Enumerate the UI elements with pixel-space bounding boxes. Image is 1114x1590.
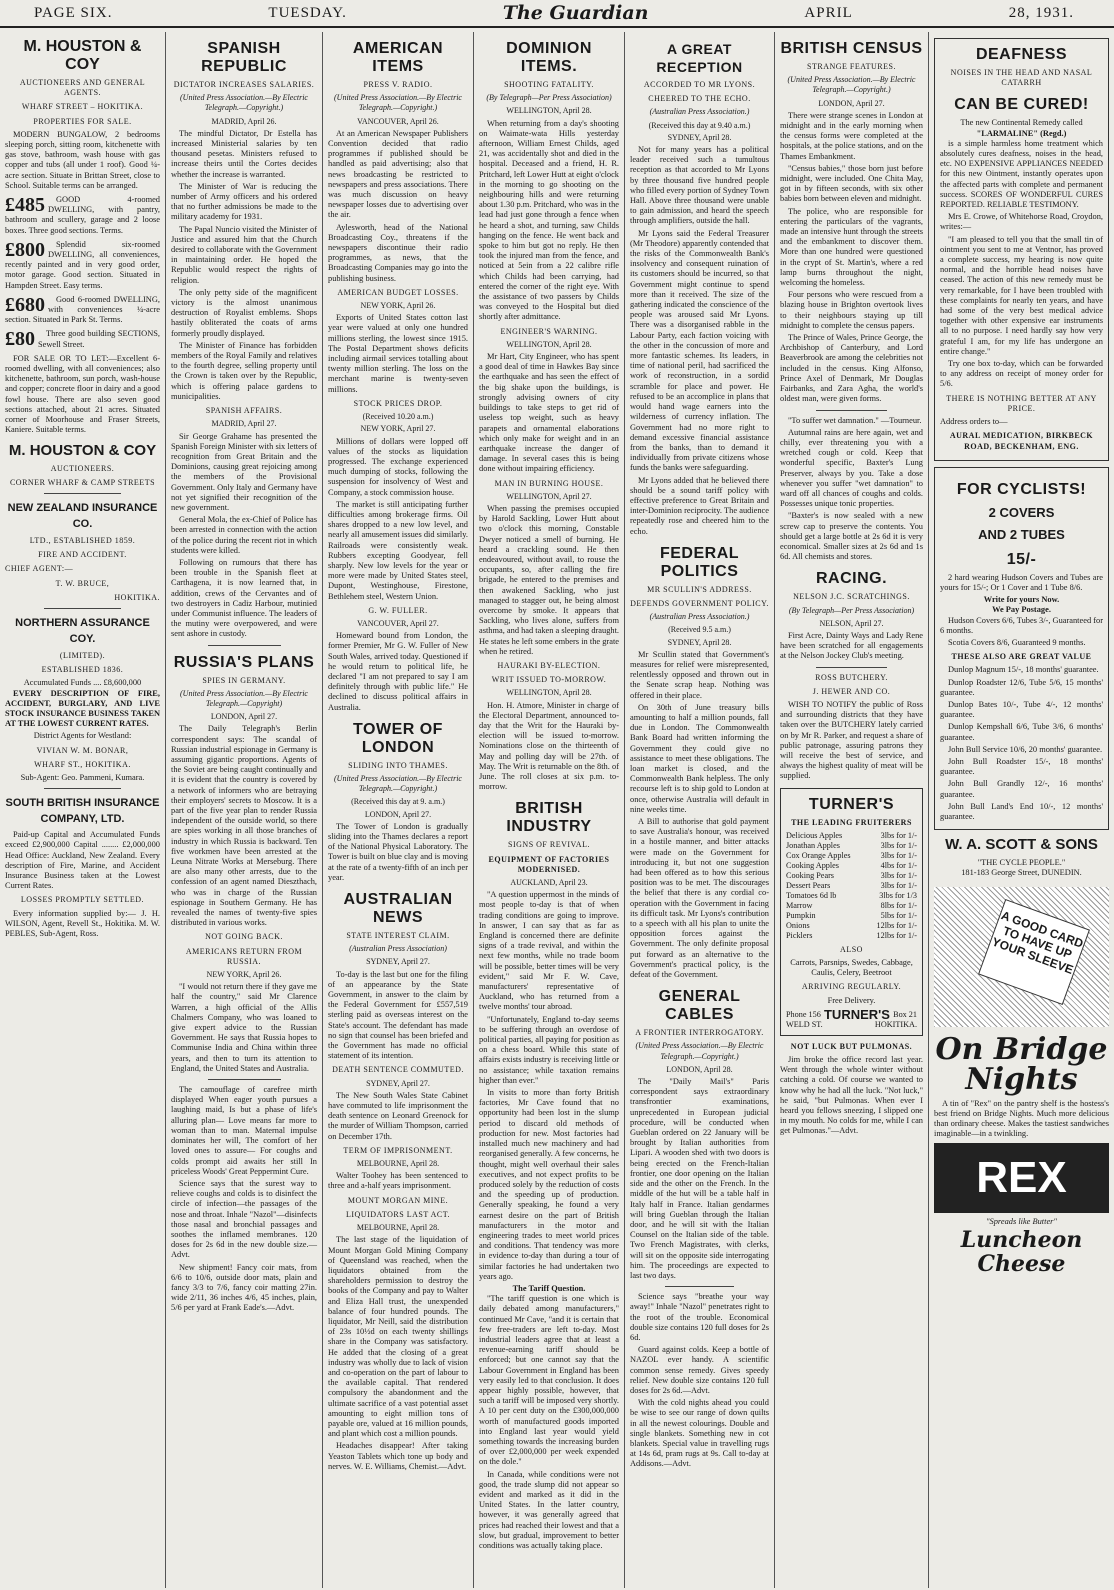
fruit-price: 12lbs for 1/- bbox=[876, 930, 917, 940]
fruit-name: Cooking Apples bbox=[786, 860, 839, 870]
subhead: STOCK PRICES DROP. bbox=[353, 398, 443, 408]
fruit-name: Onions bbox=[786, 920, 810, 930]
subhead: TERM OF IMPRISONMENT. bbox=[343, 1145, 453, 1155]
fruit-name: Dessert Pears bbox=[786, 880, 831, 890]
article-paragraph: On 30th of June treasury bills amounting to half a million pounds, fall due in London. The Commonwealth Bank Board had written informing the Government they could give no assistance to meet these obligations. The loan market is closed, and the Commonwealth Bank helpless. The only recourse left is to ship gold to London at once, otherwise Australia will default in nine weeks time. bbox=[630, 702, 769, 814]
fruit-row bbox=[786, 931, 917, 941]
property-ad-3: £680 Good 6-roomed DWELLING, with conveniences ¼-acre section. Situated in Park St. Terms. bbox=[5, 293, 160, 325]
subhead: G. W. FULLER. bbox=[368, 605, 428, 615]
article-paragraph: Aylesworth, head of the National Broadcasting Coy., threatens if the newspapers discontinue their radio programmes, as news, that the Broadcasting Companies may go into the publishing business. bbox=[328, 222, 468, 283]
northern-desc: EVERY DESCRIPTION OF FIRE, ACCIDENT, BURGLARY, AND LIVE STOCK INSURANCE BUSINESS TAKEN AT THE LOWEST CURRENT RATES. bbox=[5, 688, 160, 729]
ross-butchery: ROSS BUTCHERY. bbox=[815, 672, 888, 682]
dateline: NELSON, April 27. bbox=[819, 618, 884, 628]
credit: (United Press Association.—By Electric Telegraph.—Copyright.) bbox=[180, 93, 308, 113]
article-paragraph: The market is still anticipating further difficulties among brokerage firms. Oil shares dropped to a new low level, and nearly all amusement issues did similarly. Railroads were consistently weak. Rubbers excepting Goodyear, fell sharply. New low levels for the year or more were made by United States steel, Dupont, Westinghouse, Firestone, Bethlehem steel, Western Union. bbox=[328, 499, 468, 601]
column-2 bbox=[165, 32, 322, 1588]
fruit-price: 5lbs for 1/- bbox=[880, 910, 917, 920]
can-be-cured: CAN BE CURED! bbox=[954, 96, 1089, 114]
property-ad-4: £80 Three good building SECTIONS, Sewell Street. bbox=[5, 328, 160, 351]
article-paragraph: The mindful Dictator, Dr Estella has increased Ministerial salaries by ten thousand pesetas. Ministers refused to increase theirs until the Cortes decides whether the increase is warranted. bbox=[171, 128, 317, 179]
subhead: SPIES IN GERMANY. bbox=[202, 675, 286, 685]
credit: (Australian Press Association.) bbox=[649, 612, 750, 622]
larmaline: "LARMALINE" (Regd.) bbox=[976, 128, 1067, 138]
phone: Phone 156 bbox=[786, 1009, 821, 1019]
fruit-name: Marrow bbox=[786, 900, 813, 910]
arriving-regularly: ARRIVING REGULARLY. bbox=[801, 982, 902, 992]
subhead: AMERICAN BUDGET LOSSES. bbox=[337, 287, 459, 297]
also-label: ALSO bbox=[840, 944, 863, 954]
article-paragraph: The "Daily Mail's" Paris correspondent says extraordinary transfrontier examinations, unprecedented in European judicial procedure, will be conducted when Gueblan ordered on 22 January will be brought by Italian authorities from Lipari. A wooden shed with two doors is being erected on the French-Italian frontier, one door opening on the Italian side and the other on the French. In the middle of the hut will be a table half in Italy half in France. Italian gendarmes will bring Gueblan through the Italian door, and he will sit with the Italian Counsel on the Italian side of the table. Two French Magistrates, with clerks, will sit on the opposite side interrogating him. The proceedings are expected to last two days. bbox=[630, 1077, 769, 1280]
article-paragraph: At an American Newspaper Publishers Convention decided that radio programmes if published should be handled as paid advertising; also that news broadcasting be restricted to newspapers and press associations. There was much discussion on heavy newspaper losses due to advertising over the air. bbox=[328, 128, 468, 220]
article-paragraph: Mr Lyons said the Federal Treasurer (Mr Theodore) apparently contended that the risks of the Commonwealth Bank's insolvency and consequent ruination of its customers should be incurred, so that Government might continue to spend more than it received. The size of the gathering indicated the conscience of the people was aroused said Mr Lyons. There was a disorganised rabble in the Labour Party, each faction voicing with the other in the concussion of more and more fantastic schemes. Its leaders, in time of national peril, had sacrificed the work of reconstruction, in a sordid scramble for place and power. He refused to be an accomplice in plans that would hand wage earners into the wilderness of currency inflation. The Government had no more right to demand excessive financial assistance from the banks, than to demand it individually from private citizens whose funds the banks were safeguarding. bbox=[630, 228, 769, 473]
dateline: AUCKLAND, April 23. bbox=[510, 878, 588, 888]
tyre-item: Dunlop Magnum 15/-, 18 months' guarantee. bbox=[948, 665, 1099, 675]
article-paragraph: A Bill to authorise that gold payment to save Australia's honour, was received in a hostile manner, and bitter attacks were made on the Government for introducing it, but not one suggestion had been offered as to how this serious position was to be met. The discourages the belief that there is any cordial co-operation with the Government in facing its difficult task. Mr Lyons's contribution to a speech with all his plan to unite the opposition forces against the Government. The only definite proposal put forward as an alternative to the Government's practical policy, is the defeat of the Government. bbox=[630, 817, 769, 980]
header-day: TUESDAY. bbox=[268, 4, 347, 21]
article-paragraph: Millions of dollars were lopped off values of the stocks as liquidation progressed. The exchange experienced much dumping of stocks, following the suspension for insolvency of West and Company, a stock commission house. bbox=[328, 436, 468, 497]
chief-agent-name: T. W. BRUCE, bbox=[55, 578, 110, 588]
subhead: HAURAKI BY-ELECTION. bbox=[497, 660, 601, 670]
article-paragraph: is a simple harmless home treatment which absolutely cures deafness, noises in the head, etc. NO EXPENSIVE APPLIANCES NEEDED for this new Ointment, instantly operates upon the affected parts with complete and permanent success. SCORES OF WONDERFUL CURES REPORTED. RELIABLE TESTIMONY. bbox=[940, 138, 1103, 210]
fruit-name: Delicious Apples bbox=[786, 830, 843, 840]
property-ad-2: £800 Splendid six-roomed DWELLING, all conveniences, recently painted and in very good order, motor garage. Good section. Situated in Hampden Street. Easy terms. bbox=[5, 238, 160, 290]
fruit-name: Jonathan Apples bbox=[786, 840, 840, 850]
district-agents: District Agents for Westland: bbox=[33, 731, 132, 741]
vegetables: Carrots, Parsnips, Swedes, Cabbage, Caulis, Celery, Beetroot bbox=[790, 958, 913, 978]
article-paragraph: The Papal Nuncio visited the Minister of Justice and assured him that the Church desired to collaborate with the Government in maintaining order. He hoped the Republic would respect the rights of religion. bbox=[171, 224, 317, 285]
fruit-name: Pumpkin bbox=[786, 910, 816, 920]
address-orders: Address orders to— bbox=[940, 417, 1008, 427]
houston-subtitle: AUCTIONEERS AND GENERAL AGENTS. bbox=[19, 78, 146, 98]
nazol-advert-2: Guard against colds. Keep a bottle of NAZOL ever handy. A scientific common sense remedy. Gives speedy relief. New double size contains 120 full doses for 2s 6d.—Advt. bbox=[630, 1345, 769, 1395]
dateline: MADRID, April 26. bbox=[211, 116, 277, 126]
column-1 bbox=[0, 32, 165, 1588]
dateline: MELBOURNE, April 28. bbox=[356, 1159, 440, 1169]
fruit-price: 3lbs for 1/- bbox=[880, 870, 917, 880]
article-paragraph: The Daily Telegraph's Berlin correspondent says: The scandal of Russian industrial espionage in Germany is assuming gigantic proportions. Agents of the Soviet are being caught continually and it is evident that the country is covered by a network of informers who are betraying their employers' secrets to Moscow. It is a part of the five year plan to render Russia independent of the outside world, so there are spies working in all those branches of industry in which Russia is backward. Ten five workmen have been arrested at the Leuna Nitrate Works at Merseburg. There are also many other arrests, due to the confession of an agent named Dieszthach, who was in charge of the Russian espionage in Southern Germany. He has revealed the names of twenty-five spies distributed in various works. bbox=[171, 724, 317, 928]
article-paragraph: "I am pleased to tell you that the small tin of ointment you sent to me at Ventnor, has proved a complete success, my hearing is now quite normal, and the horrible head noises have ceased. The action of this new remedy must be very remarkable, for I have been troubled with these complaints for nearly ten years, and have had some of the very best medical advice together with other expensive ear instruments all to no purpose. I need hardly say how very grateful I am, for my life has undergone an entire change." bbox=[940, 234, 1103, 356]
article-paragraph: "I would not return there if they gave me half the country," said Mr Clarence Warren, a high official of the Allis Chalmers Company, who was loaned to give expert advice to the Russian Government. He says that Russia hopes to Communise India and China within three years, and then to turn its attention to England, the United States and Australia. bbox=[171, 982, 317, 1073]
dateline: WELLINGTON, April 28. bbox=[506, 688, 592, 698]
article-paragraph: The Prince of Wales, Prince George, the Archbishop of Canterbury, and Lord Beaverbrook are among the celebrities not included in the census. King Alfonso, Prince Axel of Denmark, Mr Douglas Fairbanks, and Zara Agha, the world's oldest man, were given forms. bbox=[780, 333, 923, 404]
for-sale-ad: FOR SALE OR TO LET:—Excellent 6-roomed dwelling, with all conveniences; also kitchenette, bathroom, sun porch, wash-house and copper; concrete floor in dairy and a good fowl house. There are also seven good sections attached, about 21 acres. Situated corner of Moorhouse and Fraser Streets, Kaniere. Suitable terms. bbox=[5, 353, 160, 435]
divider bbox=[816, 410, 888, 411]
fruit-row bbox=[786, 891, 917, 901]
property-ad-1: £485 GOOD 4-roomed DWELLING, with pantry, bathroom and scullery, garage and 2 loose boxes. Three good sections. Terms. bbox=[5, 194, 160, 235]
article-paragraph: Mr Scullin stated that Government's measures for relief were misrepresented, relentlessly opposed and thrown out in the Senate scrap heap. Nothing was offered in their place. bbox=[630, 649, 769, 700]
russias-plans-heading: RUSSIA'S PLANS bbox=[173, 653, 315, 671]
article-paragraph: Sir George Grahame has presented the Spanish Foreign Minister with six letters of recognition from Great Britain and the Dominions, causing great rejoicing among the members of the Provisional Government. Only Italy and Germany have not yet signified their recognition of the new government. bbox=[171, 431, 317, 512]
dateline: LONDON, April 27. bbox=[818, 98, 885, 108]
agent-address: WHARF ST., HOKITIKA. bbox=[34, 759, 131, 769]
chief-agent-label: CHIEF AGENT:— bbox=[5, 564, 74, 574]
column-5 bbox=[624, 32, 774, 1588]
divider bbox=[208, 1079, 281, 1080]
page-number: PAGE SIX. bbox=[34, 4, 113, 21]
credit: (By Telegraph—Per Press Association) bbox=[788, 605, 915, 615]
properties-heading: PROPERTIES FOR SALE. bbox=[33, 116, 132, 126]
spanish-republic-heading: SPANISH REPUBLIC bbox=[201, 40, 287, 75]
article-paragraph: Following on rumours that there has been trouble in the Spanish fleet at Carthagena, it is now learned that, in addition, crews of the Cervantes and of two destroyers in Cadiz Harbour, mutinied under Communist influence. The leaders of the mutiny were overpowered, and were sent ashore in custody. bbox=[171, 557, 317, 639]
article-paragraph: The last stage of the liquidation of Mount Morgan Gold Mining Company of Queensland was reached, when the liquidators obtained from the shareholders permission to destroy the books of the Company and pay to Walter and Eliza Hall trust, the unexpended balance of four hundred pounds. The liquidator, Mr Neill, said the distribution of 23s 10½d on each twenty shillings share in the Company was satisfactory. He added that the closing of a great industry was wholly due to lack of vision and co-operation on the part of labour to the available capital. That rendered compulsory the abandonment and the ultimate sacrifice of a vast potential asset amounting to eight million tons of payable ore, valued at 16 million pounds, and plant which cost a million pounds. bbox=[328, 1235, 468, 1439]
nazol-advert: Science says that the surest way to relieve coughs and colds is to disinfect the circle of infection—the passages of the nose and throat. Inhale "Nazol"—disinfects those nasal and bronchial passages and soothes the inflamed membranes. 120 doses for 2s 6d in the new double size.—Advt. bbox=[171, 1178, 317, 1260]
cycle-people: "THE CYCLE PEOPLE." bbox=[977, 858, 1066, 868]
houston-heading-2: M. HOUSTON & COY bbox=[8, 441, 157, 459]
credit: (United Press Association.—By Electric Telegraph.—Copyright.) bbox=[334, 773, 462, 794]
subhead: A FRONTIER INTERROGATORY. bbox=[635, 1028, 764, 1038]
subhead: EQUIPMENT OF FACTORIES MODERNISED. bbox=[488, 854, 610, 874]
nz-insurance-fire: FIRE AND ACCIDENT. bbox=[38, 550, 127, 560]
tyre-item: John Bull Roadster 15/-, 18 months' guarantee. bbox=[940, 756, 1103, 777]
fruit-name: Tomatoes 6d lb bbox=[786, 890, 837, 900]
scott-address: 181-183 George Street, DUNEDIN. bbox=[961, 868, 1082, 878]
article-paragraph: In Canada, while conditions were not good, the trade slump did not appear so evident and marked as it did in the United States. In the latter country, however, it was generally agreed that prices had reached their lowest and that a slow, but gradual, improvement to better conditions was actually taking place. bbox=[479, 1469, 619, 1551]
fruit-price-list bbox=[786, 831, 917, 941]
fruit-row bbox=[786, 921, 917, 931]
article-paragraph: Try one box to-day, which can be forwarded to any address on receipt of money order for 5/6. bbox=[940, 359, 1103, 389]
page-header bbox=[0, 0, 1114, 28]
dateline: LONDON, April 28. bbox=[666, 1064, 733, 1074]
article-paragraph: Four persons who were rescued from a blazing house in Brighton overtook lives to their neighbours staying up till midnight to complete the census papers. bbox=[780, 290, 923, 330]
fruit-row bbox=[786, 901, 917, 911]
losses-settled: LOSSES PROMPTLY SETTLED. bbox=[20, 895, 145, 905]
houston-auctioneers: AUCTIONEERS. bbox=[50, 463, 115, 473]
fruit-row bbox=[786, 851, 917, 861]
divider bbox=[44, 493, 122, 494]
fruit-price: 3lbs for 1/- bbox=[880, 840, 917, 850]
nazol-advert: Science says "breathe your way away!" Inhale "Nazol" penetrates right to the root of the trouble. Economical double size contains 120 full doses for 2s 6d. bbox=[630, 1292, 769, 1342]
tyre-item: John Bull Grandly 12/-, 16 months' guarantee. bbox=[940, 779, 1103, 799]
hudson-covers: Hudson Covers 6/6, Tubes 3/-, Guaranteed for 6 months. bbox=[940, 615, 1103, 635]
fruit-name: Cox Orange Apples bbox=[786, 850, 851, 860]
subhead: STRANGE FEATURES. bbox=[807, 62, 896, 71]
masthead: The Guardian bbox=[502, 2, 649, 24]
scott-and-sons: W. A. SCOTT & SONS bbox=[945, 836, 1098, 854]
subhead: MAN IN BURNING HOUSE. bbox=[494, 478, 604, 488]
dateline: MADRID, April 27. bbox=[211, 419, 277, 429]
australian-news-heading: AUSTRALIAN NEWS bbox=[343, 891, 453, 927]
credit: (Australian Press Association) bbox=[349, 944, 447, 954]
credit: (United Press Association.—By Electric Telegraph.—Copyright.) bbox=[635, 1041, 764, 1061]
divider bbox=[44, 788, 122, 789]
subhead: SLIDING INTO THAMES. bbox=[348, 760, 448, 770]
south-british-desc: Paid-up Capital and Accumulated Funds exceed £2,900,000 Capital ........ £2,000,000 Head Office: Auckland, New Zealand. Every description of Fire, Marine, and Accident Insurance Business taken at the Lowest Current Rates. bbox=[5, 830, 160, 891]
subhead: MOUNT MORGAN MINE. bbox=[347, 1195, 449, 1205]
credit: (Australian Press Association.) bbox=[649, 107, 750, 117]
houston-address: WHARF STREET – HOKITIKA. bbox=[21, 102, 144, 112]
subhead: AMERICANS RETURN FROM RUSSIA. bbox=[185, 946, 303, 966]
article-paragraph: Mr Lyons added that he believed there should be a sound tariff policy with effective preference to Great Britain and inter-Dominion reciprocity. The audience repeatedly rose and cheered him to the echo. bbox=[630, 475, 769, 536]
dateline: SYDNEY, April 28. bbox=[667, 132, 732, 142]
northern-limited: (LIMITED). bbox=[59, 650, 106, 660]
divider bbox=[44, 608, 122, 609]
fruit-price: 3lbs for 1/- bbox=[880, 830, 917, 840]
houston-heading: M. HOUSTON & COY bbox=[23, 38, 142, 73]
article-paragraph: General Mola, the ex-Chief of Police has been arrested in connection with the action of the police during the recent riot in which students were killed. bbox=[171, 515, 317, 555]
article-paragraph: Not for many years has a political leader received such a tumultous reception as that accorded to Mr Lyons by three thousand five hundred people who filled every portion of Sydney Town Hall. Above three thousand were unable to gain admission, and heard the speech through amplifiers, outside the hall. bbox=[630, 145, 769, 226]
fruit-price: 4lbs for 1/- bbox=[880, 860, 917, 870]
sub-agent: Sub-Agent: Geo. Pammeni, Kumara. bbox=[20, 772, 145, 782]
tyre-item: Dunlop Kempshall 6/6, Tube 3/6, 6 months' guarantee. bbox=[940, 722, 1103, 742]
spreads-like-butter: "Spreads like Butter" bbox=[986, 1217, 1057, 1227]
credit: (United Press Association.—By Electric Telegraph.—Copyright.) bbox=[334, 93, 462, 113]
dateline: LONDON, April 27. bbox=[364, 809, 432, 819]
article-paragraph: The New South Wales State Cabinet have commuted to life imprisonment the death sentence on Leonard Greenock for the murder of William Thompson, carried on December 17th. bbox=[328, 1090, 468, 1141]
subhead: CHEERED TO THE ECHO. bbox=[648, 94, 751, 104]
article-paragraph: The Minister of War is reducing the number of Army officers and his ordered that no further admissions be made to the military academy for 1931. bbox=[171, 181, 317, 222]
tyre-item: John Bull Land's End 10/-, 12 months' guarantee. bbox=[940, 801, 1103, 821]
subhead: NOT GOING BACK. bbox=[205, 932, 283, 942]
fruit-price: 3lbs for 1/- bbox=[880, 850, 917, 860]
fruit-row bbox=[786, 841, 917, 851]
bungalow-ad: MODERN BUNGALOW, 2 bedrooms sleeping porch, sitting room, kitchenette with gas stove, bathroom, wash house with gas copper and tubs (all under 1 roof). Good ¼-acre section. Situate in Brittan Street, close to School. Suitable terms can be arranged. bbox=[5, 129, 160, 190]
deafness-heading: DEAFNESS bbox=[975, 46, 1068, 63]
dateline: WELLINGTON, April 28. bbox=[506, 106, 592, 116]
received-line: (Received 9.5 a.m.) bbox=[668, 625, 731, 635]
subhead: SIGNS OF REVIVAL. bbox=[508, 840, 590, 850]
yeaston-advert: Headaches disappear! After taking Yeaston Tablets which tone up body and nerves. W. E. Williams, Chemist.—Advt. bbox=[328, 1441, 468, 1471]
article-paragraph: To-day is the last but one for the filing of an appearance by the State Government, in answer to the claim by the Federal Government for £557,519 sterling paid as overseas interest on the State's account. The defendant has made no sign that counsel has been briefed and the Government has made no official statement of its intention. bbox=[328, 969, 468, 1061]
subhead: WRIT ISSUED TO-MORROW. bbox=[491, 675, 607, 685]
subhead: STATE INTEREST CLAIM. bbox=[346, 931, 450, 941]
subhead: ENGINEER'S WARNING. bbox=[500, 326, 598, 336]
divider bbox=[816, 667, 888, 668]
subhead: LIQUIDATORS LAST ACT. bbox=[345, 1209, 451, 1219]
subhead: DEATH SENTENCE COMMUTED. bbox=[332, 1065, 464, 1075]
nz-insurance-heading: NEW ZEALAND INSURANCE CO. bbox=[7, 501, 158, 530]
racing-heading: RACING. bbox=[815, 570, 888, 588]
rex-logo: REX bbox=[934, 1143, 1109, 1213]
butchery-notice: WISH TO NOTIFY the public of Ross and surrounding districts that they have taken over the BUTCHERY lately carried on by Mr R. Parker, and request a share of public patronage, assuring patrons they will receive the best of service, and always the highest quality of meat will be supplied. bbox=[780, 699, 923, 781]
article-paragraph: Exports of United States cotton last year were valued at only one hundred millions sterling, the lowest since 1915. The Postal Department shows deficits including airmail services totalling about twenty million sterling. The loss on the merchant marine is twenty-seven millions. bbox=[328, 313, 468, 394]
subhead: NELSON J.C. SCRATCHINGS. bbox=[793, 592, 910, 602]
dateline: NEW YORK, April 26. bbox=[206, 970, 282, 980]
turners-heading: TURNER'S bbox=[808, 795, 895, 813]
article-paragraph: Walter Toohey has been sentenced to three and a-half years imprisonment. bbox=[328, 1171, 468, 1191]
subhead: ACCORDED TO MR LYONS. bbox=[643, 80, 756, 89]
deafness-advert bbox=[934, 38, 1109, 461]
column-4 bbox=[473, 32, 624, 1588]
fruit-row bbox=[786, 871, 917, 881]
credit: (By Telegraph—Per Press Association) bbox=[486, 93, 612, 103]
subhead: The Tariff Question. bbox=[512, 1283, 586, 1293]
fruit-name: Picklers bbox=[786, 930, 813, 940]
luncheon-cheese: Luncheon Cheese bbox=[960, 1226, 1083, 1277]
divider bbox=[208, 645, 281, 646]
fruit-name: Cooking Pears bbox=[786, 870, 834, 880]
article-paragraph: "The tariff question is one which is daily debated among manufacturers," continued Mr Cave, "and it is certain that few free-traders are left to-day. Most industrial leaders agree that at least a revenue-earning tariff should be enforced; but one cannot say that the Labour Government in England has been very easily led to that conclusion. It does appear highly possible, however, that such a tariff will be imposed very shortly. A 10 per cent duty on the £300,000,000 worth of manufactured goods imported into England last year would yield something towards the increasing burden of over £2,000,000 per week expended on the dole." bbox=[479, 1294, 619, 1467]
tyre-item: John Bull Service 10/6, 20 months' guarantee. bbox=[948, 744, 1103, 754]
nz-insurance-est: LTD., ESTABLISHED 1859. bbox=[29, 535, 136, 545]
two-covers: 2 COVERS bbox=[988, 504, 1055, 520]
card-slogan: A GOOD CARD TO HAVE UP YOUR SLEEVE bbox=[978, 899, 1090, 1005]
divider bbox=[665, 1286, 735, 1287]
article-paragraph: "Unfortunately, England to-day seems to be suffering through an overdose of political parties, all paying for position as on a chess board. While this state of affairs exists industry is receiving little or no assistance; while taxation remains higher than ever." bbox=[479, 1014, 619, 1085]
credit: (United Press Association.—By Electric Telegraph.—Copyright.) bbox=[787, 75, 916, 95]
article-paragraph: The Minister of Finance has forbidden members of the Royal Family and relatives to the fourth degree, selling property until the Crown is taken over by the Republic, which is offering palace gardens to municipalities. bbox=[171, 340, 317, 401]
dateline: SYDNEY, April 27. bbox=[366, 957, 430, 967]
tyre-item: Dunlop Bates 10/-, Tube 4/-, 12 months' guarantee. bbox=[940, 699, 1103, 720]
dateline: SYDNEY, April 28. bbox=[667, 637, 732, 647]
street: WELD ST. bbox=[786, 1019, 823, 1029]
article-paragraph: Homeward bound from London, the former Premier, Mr G. W. Fuller of New South Wales, arrived today. Questioned if he would return to political life, he declared "I am not prepared to say I am definitely through with public life." He declined to discuss political affairs in Australia. bbox=[328, 631, 468, 712]
article-paragraph: 2 hard wearing Hudson Covers and Tubes are yours for 15/-; Or 1 Cover and 1 Tube 8/6. bbox=[940, 572, 1103, 592]
chief-agent-town: HOKITIKA. bbox=[114, 592, 160, 602]
south-british-heading: SOUTH BRITISH INSURANCE COMPANY, LTD. bbox=[5, 797, 160, 826]
on-bridge-nights: On Bridge Nights bbox=[935, 1031, 1108, 1097]
fruit-row bbox=[786, 881, 917, 891]
received-line: (Received this day at 9.40 a.m.) bbox=[648, 120, 751, 130]
article-paragraph: When returning from a day's shooting on Waimate-wata Hills yesterday afternoon, William Ernest Childs, aged 21, was accidentally shot and died in the hospital. Deceased and a friend, H. R. Pritchard, left Lower Hutt at eight o'clock in the morning to go shooting on the neighbouring hills and were returning about 1.30 p.m. Pritchard, who was in the lead had just gone through a fence when he heard a shot, and turning, saw Childs hanging on the fence. He went back and spoke to him but got no reply. He then took the injured man from the fence, and noticed at 5ein from a 22 calibre rifle which Childs had been carrying, had entered the corner of the right eye. With the assistance of two passers by Childs was conveyed to the Hospital but died shortly after admittance. bbox=[479, 118, 619, 322]
column-3 bbox=[322, 32, 473, 1588]
dateline: MELBOURNE, April 28. bbox=[356, 1223, 440, 1233]
baxters-advert: Autumnal rains are here again, wet and chilly, ever threatening you with a wretched cough or cold. Keep that wonderful specific, Baxter's Lung Preserver, always by you. Take a dose whenever you suffer "wet damnation" to ward off all chances of coughs and colds. Possesses unique tonic properties. bbox=[780, 427, 923, 509]
subhead: SHOOTING FATALITY. bbox=[504, 80, 594, 89]
rex-card-illustration bbox=[934, 887, 1109, 1027]
article-paragraph: When passing the premises occupied by Harold Sackling, Lower Hutt about two o'clock this morning, Constable Dwyer noticed a smell of burning. He heard a crackling sound. He then endeavoured, without avail, to rouse the occupants, so, after calling the fire brigade, he entered to the premises and then awakened Sackling, who just managed to stagger out, he being almost overcome by smoke. It appears that Sackling, who lives alone, suffers from asthma, and had taken a sleeping draught. He states he left some embers in the grate when he retired. bbox=[479, 503, 620, 656]
article-paragraph: There were strange scenes in London at midnight and in the early morning when the census forms were completed at the hospitals, at the police stations, and on the Thames Embankment. bbox=[780, 110, 923, 161]
turners-tagline: THE LEADING FRUITERERS bbox=[791, 817, 912, 827]
turners-footer bbox=[786, 1006, 917, 1022]
turners-name: TURNER'S bbox=[823, 1006, 890, 1022]
dateline: NEW YORK, April 26. bbox=[360, 301, 436, 311]
british-industry-heading: BRITISH INDUSTRY bbox=[506, 800, 592, 836]
tyre-list bbox=[940, 665, 1103, 822]
credit: (United Press Association.—By Electric Telegraph.—Copyright) bbox=[180, 688, 308, 708]
subhead: PRESS V. RADIO. bbox=[363, 80, 433, 89]
info-supplied: Every information supplied by:— J. H. WILSON, Agent, Revell St., Hokitika. M. W. PEBLES, Sub-Agent, Ross. bbox=[5, 908, 160, 938]
tyre-item: Dunlop Roadster 12/6, Tube 5/6, 15 months' guarantee. bbox=[940, 677, 1103, 697]
box-number: Box 21 bbox=[893, 1009, 917, 1019]
pulmonas-heading: NOT LUCK BUT PULMONAS. bbox=[790, 1041, 913, 1051]
article-paragraph: First Acre, Dainty Ways and Lady Rene have been scratched for all engagements at the Nelson Jockey Club's meeting. bbox=[780, 630, 923, 661]
great-reception-heading: A GREAT RECEPTION bbox=[656, 41, 743, 75]
aural-medication: AURAL MEDICATION, BIRKBECK ROAD, BECKENHAM, ENG. bbox=[949, 431, 1094, 451]
header-month: APRIL bbox=[804, 4, 853, 21]
free-delivery: Free Delivery. bbox=[827, 995, 876, 1005]
article-paragraph: "Census babies," those born just before midnight, were included. One Chita May, got in by fifteen seconds, with six other babies born between eleven and midnight. bbox=[780, 163, 923, 204]
tower-of-london-heading: TOWER OF LONDON bbox=[353, 720, 443, 756]
nothing-better: THERE IS NOTHING BETTER AT ANY PRICE. bbox=[946, 393, 1097, 413]
dateline: WELLINGTON, April 27. bbox=[506, 491, 592, 501]
quote-line: "To suffer wet damnation." —Tourneur. bbox=[788, 415, 922, 425]
column-6 bbox=[774, 32, 928, 1588]
federal-politics-heading: FEDERAL POLITICS bbox=[659, 544, 740, 580]
dateline: VANCOUVER, April 26. bbox=[357, 116, 439, 126]
pulmonas-advert: Jim broke the office record last year. Went through the whole winter without catching a cold. Of course we wanted to know why he had all the luck. "Not luck," he said, "but Pulmonas. When ever I heard you fellows sneezing, I slipped one in my mouth. No colds for me, while I can get Pulmonas."—Advt. bbox=[780, 1055, 923, 1136]
great-value: THESE ALSO ARE GREAT VALUE bbox=[951, 652, 1092, 662]
received-line: (Received this day at 9. a.m.) bbox=[351, 797, 445, 807]
american-items-heading: AMERICAN ITEMS bbox=[352, 40, 444, 75]
fruit-price: 3lbs for 1/- bbox=[880, 880, 917, 890]
mats-advert: New shipment! Fancy coir mats, from 6/6 to 10/6, outside door mats, plain and fancy 3/3 to 7/6, fancy coir matting 27in. wide 2/11, 36 inches 4/6, 45 inches, plain, 5/6 per yard at Frank Eade's.—Advt. bbox=[171, 1262, 317, 1313]
hewer-and-co: J. HEWER AND CO. bbox=[812, 686, 891, 696]
agent-bonar: VIVIAN W. M. BONAR, bbox=[36, 745, 129, 755]
remedy-intro: The new Continental Remedy called bbox=[960, 118, 1083, 128]
subhead: DICTATOR INCREASES SALARIES. bbox=[173, 80, 315, 89]
northern-assurance-heading: NORTHERN ASSURANCE COY. bbox=[15, 616, 150, 645]
dateline: WELLINGTON, April 28. bbox=[506, 339, 592, 349]
woods-advert: The camouflage of carefree mirth displayed When eager youth pursues a laughing maid, Is but a phase of life's alluring plan— Love means far more to woman than to man. Maternal impulse dominates her will, The comfort of her loved ones to assure— For coughs and colds prompt aid awaits her still In priceless Woods' Great Peppermint Cure. bbox=[171, 1085, 317, 1176]
cyclists-price: 15/- bbox=[1006, 550, 1037, 568]
article-paragraph: Mrs E. Crowe, of Whitehorse Road, Croydon, writes:— bbox=[940, 212, 1103, 232]
dateline: NEW YORK, April 27. bbox=[360, 424, 436, 434]
town: HOKITIKA. bbox=[874, 1019, 917, 1029]
dateline: SYDNEY, April 27. bbox=[366, 1078, 430, 1088]
scotia-covers: Scotia Covers 8/6, Guaranteed 9 months. bbox=[948, 637, 1086, 647]
article-paragraph: "A question uppermost in the minds of most people to-day is that of when trading conditions are going to improve. In answer, I can say that as far as England is concerned there are definite signs of a trade revival, and within the next few months, while no trade boom will be possible, better times will be very evident," said Mr F. W. Cave, manufacturers' representative of Auckland, who has returned from a twelve months' tour abroad. bbox=[479, 890, 619, 1012]
northern-est: ESTABLISHED 1836. bbox=[41, 665, 124, 675]
article-paragraph: Hon. H. Atmore, Minister in charge of the Electoral Department, announced to-day that the Writ for the Hauraki by-election will be issued to-morrow. Nominations close on the thirteenth of May and polling day will be 27th. of May. The Writ is returnable on the 8th. of June. The roll closes at six p.m. to-morrow. bbox=[479, 700, 619, 792]
fruit-price: 3lbs for 1/3 bbox=[879, 890, 917, 900]
fruit-price: 12lbs for 1/- bbox=[876, 920, 917, 930]
rex-advert: A tin of "Rex" on the pantry shelf is the hostess's best friend on Bridge Nights. Much more delicious than ordinary cheese. Makes the tastiest sandwiches imaginable—in a twinkling. bbox=[934, 1098, 1109, 1139]
houston-corner: CORNER WHARF & CAMP STREETS bbox=[9, 477, 156, 487]
subhead: DEFENDS GOVERNMENT POLICY. bbox=[630, 598, 769, 608]
header-date: 28, 1931. bbox=[1008, 4, 1074, 21]
baxters-advert-2: "Baxter's is now sealed with a new screw cap to preserve the contents. You should get a large bottle at 2s 6d it is very economical. Smaller sizes at 2s 6d and 1s 6d. All chemists and stores. bbox=[780, 511, 923, 562]
fruit-row bbox=[786, 911, 917, 921]
write-now: Write for yours Now. bbox=[983, 595, 1060, 605]
article-paragraph: The Tower of London is gradually sliding into the Thames declares a report of the National Physical Laboratory. The Tower is built on blue clay and is moving at the rate of a twenty-fifth of an inch per year. bbox=[328, 821, 468, 882]
northern-funds: Accumulated Funds .... £8,600,000 bbox=[23, 678, 142, 688]
article-paragraph: The police, who are responsible for entering the particulars of the vagrants, made an intensive hunt through the streets and the embankment to discover them. More than one hundred were questioned in the crypt of St. Martin's, where a red lamp burns throughout the night, welcoming the homeless. bbox=[780, 206, 923, 288]
cyclists-advert bbox=[934, 467, 1109, 830]
we-pay-postage: We Pay Postage. bbox=[992, 605, 1051, 615]
for-cyclists: FOR CYCLISTS! bbox=[956, 480, 1087, 498]
article-paragraph: Mr Hart, City Engineer, who has spent a good deal of time in Hawkes Bay since the earthquake and has seen the effect of the big shake upon the buildings, is strongly advising owners of city buildings to take steps to get rid of useless top weight, such as heavy parapets and ornamental elaborations which only make for weight and in an earthquake increase the danger of damage. In several cases this is being done without impairing efficiency. bbox=[479, 352, 619, 474]
article-paragraph: In visits to more than forty British factories, Mr Cave found that no opportunity had been lost in the slump period to discard old methods of production for new. Most factories had installed much new machinery and had reorganised generally. A few concerns, he thought, might well overhaul their sales executives, and not expect profits to be produced solely by the reduction of costs and the speeding up of production. Generally speaking, he found a very earnest desire on the part of British manufacturers in the motor and engineering trades to meet world prices and conditions. That tendency was more in evidence to-day than during a tour of similar factories he had undertaken two years ago. bbox=[479, 1088, 619, 1281]
column-7 bbox=[928, 32, 1114, 1588]
article-paragraph: The only petty side of the magnificent victory is the almost unanimous destruction of Royalist emblems. Shops hastily obliterated the coats of arms formerly proudly displayed. bbox=[171, 287, 317, 338]
fruit-row bbox=[786, 861, 917, 871]
fruit-price: 8lbs for 1/- bbox=[880, 900, 917, 910]
fruit-row bbox=[786, 831, 917, 841]
subhead: NOISES IN THE HEAD AND NASAL CATARRH bbox=[950, 68, 1093, 88]
two-tubes: AND 2 TUBES bbox=[978, 526, 1065, 542]
subhead: SPANISH AFFAIRS. bbox=[205, 406, 283, 416]
subhead: MR SCULLIN'S ADDRESS. bbox=[647, 584, 752, 594]
british-census-heading: BRITISH CENSUS bbox=[780, 40, 923, 57]
received-line: (Received 10.20 a.m.) bbox=[362, 412, 434, 422]
dateline: VANCOUVER, April 27. bbox=[357, 618, 439, 628]
addisons-advert: With the cold nights ahead you could be wise to see our range of down quilts in all the newest colourings. Double and single blankets. Something new in cot blankets. Special value in travelling rugs at 14s 6d, pram rugs at 9s. Call to-day at Addisons.—Advt. bbox=[630, 1398, 769, 1469]
dateline: LONDON, April 27. bbox=[210, 712, 278, 722]
turners-advert bbox=[780, 788, 923, 1036]
dominion-items-heading: DOMINION ITEMS. bbox=[506, 40, 592, 75]
general-cables-heading: GENERAL CABLES bbox=[658, 988, 741, 1024]
